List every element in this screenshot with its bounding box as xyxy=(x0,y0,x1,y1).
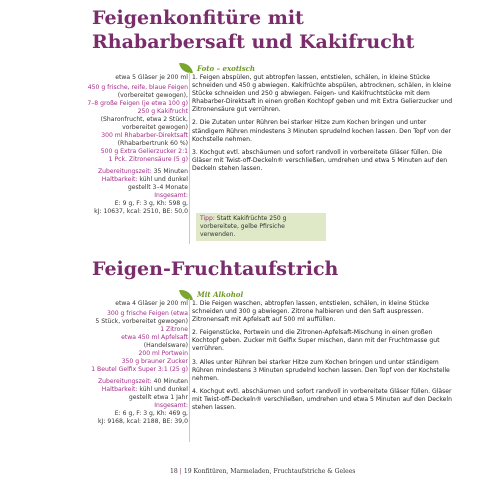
ingredient-line: (Rhabarbertrunk 60 %) xyxy=(117,140,188,147)
step: 2. Die Zutaten unter Rühren bei starker Hitze zum Kochen bringen und unter ständigem Rühren mindestens 3 Minuten sprudelnd kochen lassen. Den Topf von der Kochstelle nehmen. xyxy=(192,119,451,143)
step: 3. Kochgut evtl. abschäumen und sofort randvoll in vorbereitete Gläser füllen. Die Gläser mit Twist-off-Deckeln® verschließen, umdrehen und etwa 5 Minuten auf den Deckeln stehen lassen. xyxy=(192,148,448,172)
ingredient-line: 300 g frische Feigen (etwa xyxy=(106,310,188,317)
prep-time: Zubereitungszeit: 40 Minuten xyxy=(97,378,188,385)
ingredient-line: (Handelsware) xyxy=(143,342,188,349)
page-number-right: 19 xyxy=(183,468,192,475)
ingredient-line: 450 g frische, reife, blaue Feigen xyxy=(87,84,188,91)
recipe2-title: Feigen-Fruchtaufstrich xyxy=(92,258,339,280)
recipe2-yield: etwa 4 Gläser je 200 ml xyxy=(115,300,188,307)
ingredient-line: 1 Beutel Gelfix Super 3:1 (25 g) xyxy=(91,366,188,373)
ingredient-line: 5 Stück, vorbereitet gewogen) xyxy=(95,318,188,325)
leaf-icon xyxy=(179,61,193,75)
nutrition-label: Insgesamt: xyxy=(154,192,188,199)
ingredient-line: 7–8 große Feigen (je etwa 100 g) xyxy=(87,100,188,107)
nutrition-label: Insgesamt: xyxy=(154,402,188,409)
ingredient-line: 500 g Extra Gelierzucker 2:1 xyxy=(100,148,188,155)
recipe2-subtitle: Mit Alkohol xyxy=(197,290,244,299)
tip-label: Tipp: xyxy=(200,215,215,222)
nutrition-values: kJ: 10637, kcal: 2510, BE: 50,0 xyxy=(94,208,188,215)
ingredient-line: 300 ml Rhabarber-Direktsaft xyxy=(101,132,188,139)
recipe1-title-line2: Rhabarbersaft und Kakifrucht xyxy=(92,31,415,53)
ingredient-line: 1 Zitrone xyxy=(160,326,188,333)
shelf-life: Haltbarkeit: kühl und dunkel xyxy=(101,386,188,393)
page-number-left: 18 xyxy=(170,468,178,475)
ingredient-line: 1 Pck. Zitronensäure (5 g) xyxy=(108,156,188,163)
nutrition-values: E: 9 g, F: 3 g, Kh: 598 g, xyxy=(114,200,188,207)
step: 1. Feigen abspülen, gut abtropfen lassen, entstielen, schälen, in kleine Stücke schneiden und 450 g abwiegen. Kakifrüchte abspülen, abtrocknen, schälen, in kleine Stücke schneiden und 250 g abwiegen. Feigen- und Kakifruchtstücke mit dem Rhabarber-Direktsaft in einen großen Kochtopf geben und mit Extra Gelierzucker und Zitronensäure gut verrühren. xyxy=(192,74,453,114)
step: 1. Die Feigen waschen, abtropfen lassen, entstielen, schälen, in kleine Stücke schneiden und 300 g abwiegen. Zitrone halbieren und den Saft auspressen. Zitronensaft mit Apfelsaft auf 500 ml auffüllen. xyxy=(192,300,430,324)
tip-box xyxy=(196,213,326,241)
section-title: Konfitüren, Marmeladen, Fruchtaufstriche & Gelees xyxy=(193,468,356,475)
nutrition-values: kJ: 9168, kcal: 2188, BE: 39,0 xyxy=(98,418,188,425)
recipe1-title xyxy=(92,6,414,54)
page-footer: 18 | 19 Konfitüren, Marmeladen, Fruchtaufstriche & Gelees xyxy=(170,468,356,475)
step: 3. Alles unter Rühren bei starker Hitze zum Kochen bringen und unter ständigem Rühren mindestens 3 Minuten sprudelnd kochen lassen. Den Topf von der Kochstelle nehmen. xyxy=(192,358,450,382)
step: 2. Feigenstücke, Portwein und die Zitronen-Apfelsaft-Mischung in einen großen Kochtopf geben. Zucker mit Gelfix Super mischen, dann mit der Fruchtmasse gut verrühren. xyxy=(192,329,440,353)
tip-text: Statt Kakifrüchte 250 g vorbereitete, gelbe Pfirsiche verwenden. xyxy=(200,215,287,238)
shelf-life-2: gestellt etwa 1 Jahr xyxy=(128,394,188,401)
shelf-life-2: gestellt 3–4 Monate xyxy=(127,184,188,191)
ingredient-line: (Sharonfrucht, etwa 2 Stück, xyxy=(100,116,188,123)
recipe1-title-line1: Feigenkonfitüre mit xyxy=(92,7,304,29)
recipe1-yield: etwa 5 Gläser je 200 ml xyxy=(115,74,188,81)
ingredient-line: 350 g brauner Zucker xyxy=(121,358,188,365)
recipe1-ingredients xyxy=(72,74,188,216)
column-divider xyxy=(189,298,190,442)
ingredient-line: 200 ml Portwein xyxy=(138,350,188,357)
shelf-life: Haltbarkeit: kühl und dunkel xyxy=(101,176,188,183)
prep-time: Zubereitungszeit: 35 Minuten xyxy=(97,168,188,175)
ingredient-line: 250 g Kakifrucht xyxy=(137,108,188,115)
recipe2-ingredients xyxy=(72,300,188,426)
recipe1-subtitle: Foto – exotisch xyxy=(197,64,256,73)
ingredient-line: etwa 450 ml Apfelsaft xyxy=(121,334,188,341)
column-divider xyxy=(189,72,190,244)
nutrition-values: E: 6 g, F: 3 g, Kh: 469 g, xyxy=(114,410,188,417)
recipe1-steps xyxy=(192,74,456,178)
ingredient-line: (vorbereitet gewogen), xyxy=(117,92,188,99)
recipe2-steps xyxy=(192,300,456,417)
ingredient-line: vorbereitet gewogen) xyxy=(122,124,188,131)
step: 4. Kochgut evtl. abschäumen und sofort randvoll in vorbereitete Gläser füllen. Gläser mit Twist-off-Deckeln® verschließen, umdrehen und etwa 5 Minuten auf den Deckeln stehen lassen. xyxy=(192,387,452,412)
